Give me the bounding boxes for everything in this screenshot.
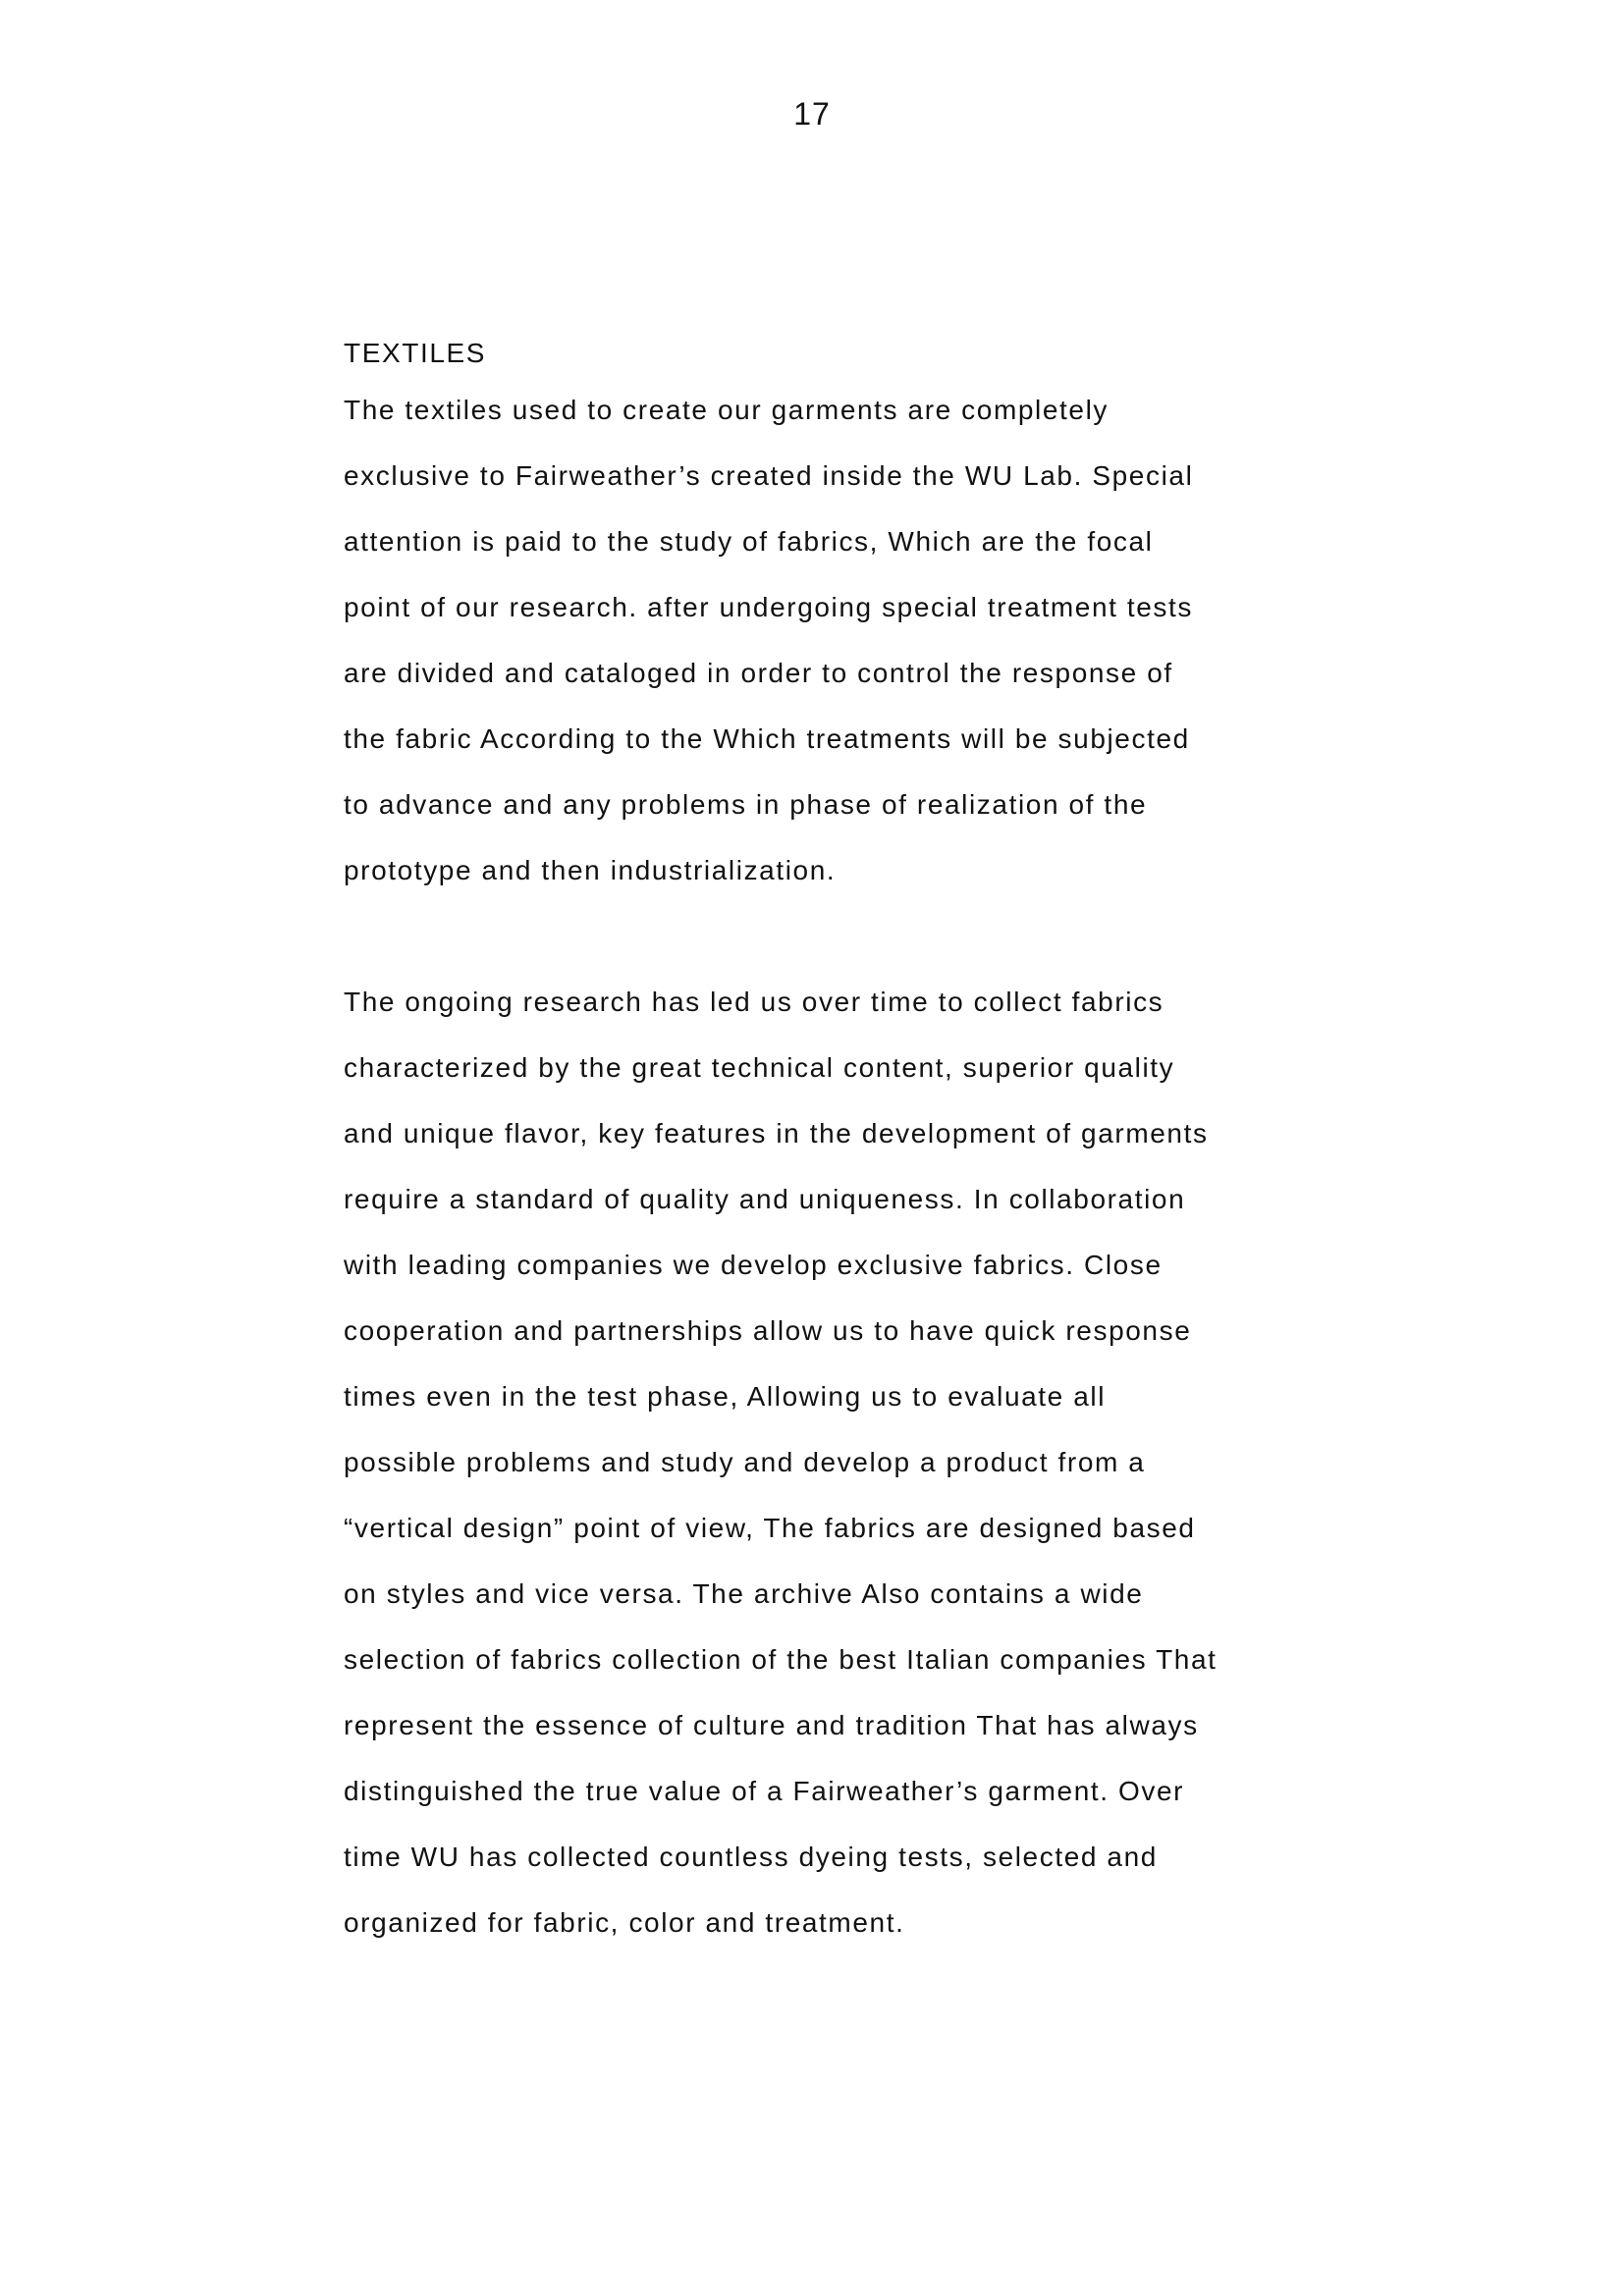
paragraph-line: to advance and any problems in phase of realization of the	[344, 789, 1148, 820]
paragraph-line: times even in the test phase, Allowing us to evaluate all	[344, 1381, 1107, 1412]
paragraph-line: require a standard of quality and uniqueness. In collaboration	[344, 1184, 1186, 1214]
paragraph-line: with leading companies we develop exclusive fabrics. Close	[344, 1250, 1163, 1280]
paragraph-line: possible problems and study and develop a product from a	[344, 1447, 1146, 1477]
paragraph-line: The textiles used to create our garments are completely	[344, 395, 1110, 425]
section-heading: TEXTILES	[344, 338, 487, 368]
paragraph-line: The ongoing research has led us over time to collect fabrics	[344, 987, 1164, 1017]
paragraph-line: attention is paid to the study of fabrics, Which are the focal	[344, 526, 1154, 557]
paragraph-1	[344, 377, 1306, 903]
paragraph-line: point of our research. after undergoing special treatment tests	[344, 592, 1194, 622]
paragraph-line: exclusive to Fairweather’s created inside the WU Lab. Special	[344, 460, 1194, 491]
paragraph-2	[344, 969, 1306, 1955]
page-number: 17	[793, 96, 831, 132]
paragraph-line: distinguished the true value of a Fairweather’s garment. Over	[344, 1776, 1185, 1806]
paragraph-line: selection of fabrics collection of the best Italian companies That	[344, 1644, 1218, 1675]
paragraph-line: represent the essence of culture and tradition That has always	[344, 1710, 1199, 1740]
paragraph-line: on styles and vice versa. The archive Also contains a wide	[344, 1578, 1144, 1609]
paragraph-line: characterized by the great technical content, superior quality	[344, 1052, 1175, 1083]
paragraph-line: cooperation and partnerships allow us to have quick response	[344, 1315, 1192, 1346]
paragraph-line: prototype and then industrialization.	[344, 855, 837, 885]
paragraph-line: are divided and cataloged in order to control the response of	[344, 658, 1173, 688]
paragraph-line: “vertical design” point of view, The fabrics are designed based	[344, 1513, 1196, 1543]
paragraph-line: organized for fabric, color and treatment.	[344, 1907, 905, 1938]
textiles-section	[344, 330, 1306, 1955]
paragraph-line: time WU has collected countless dyeing tests, selected and	[344, 1842, 1158, 1872]
paragraph-line: the fabric According to the Which treatments will be subjected	[344, 723, 1190, 754]
paragraph-line: and unique flavor, key features in the development of garments	[344, 1118, 1209, 1148]
